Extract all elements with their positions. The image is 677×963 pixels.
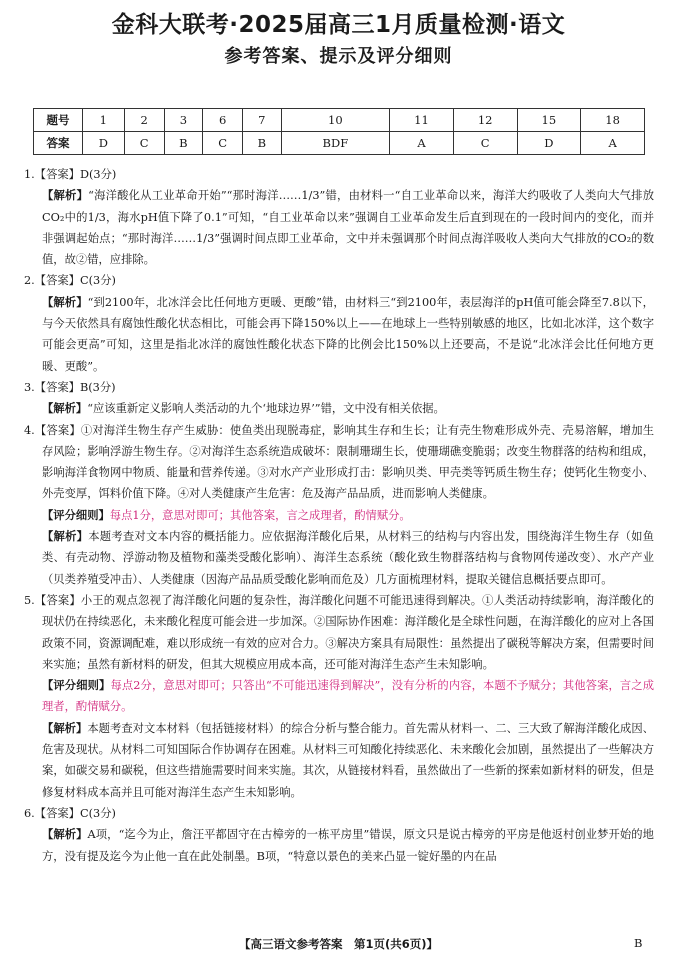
question-number-cell: 10 <box>281 109 390 132</box>
answer-explanations <box>24 164 654 867</box>
answer-cell: C <box>124 132 164 155</box>
answer-cell: D <box>517 132 581 155</box>
answer-heading: 6.【答案】C(3分) <box>24 806 116 820</box>
label-jiexi: 【解析】 <box>42 401 88 416</box>
page-subtitle: 参考答案、提示及评分细则 <box>224 46 453 67</box>
explanation-text: 本题考查对文本内容的概括能力。应依据海洋酸化后果，从材料三的结构与内容出发，围绕海洋生物生存（如鱼类、有壳动物、浮游动物及植物和藻类受酸化影响）、海洋生态系统（酸化致生物群落结构与食物网传递改变）、水产产业（贝类养殖受冲击）、人类健康（因海产品品质受酸化影响而危及）几方面梳理材料，提取关键信息概括要点即可。 <box>42 530 654 586</box>
explanation-paragraph <box>24 398 654 419</box>
explanation-paragraph <box>24 526 654 590</box>
page-footer: 【高三语文参考答案 第1页(共6页)】 <box>238 937 438 951</box>
explanation-paragraph <box>24 185 654 270</box>
answer-cell: A <box>390 132 454 155</box>
answer-cell: C <box>203 132 243 155</box>
label-jiexi: 【解析】 <box>42 827 88 842</box>
answer-table <box>33 108 645 155</box>
label-jiexi: 【解析】 <box>42 529 89 544</box>
question-number-cell: 12 <box>453 109 517 132</box>
answer-heading: 3.【答案】B(3分) <box>24 380 116 394</box>
question-number-cell: 7 <box>243 109 282 132</box>
explanation-text: “应该重新定义影响人类活动的九个‘地球边界’”错，文中没有相关依据。 <box>87 402 445 416</box>
scoring-paragraph <box>24 505 654 526</box>
explanation-text: A项，“迄今为止，詹汪平都固守在古樟旁的一栋平房里”错误，原文只是说古樟旁的平房是他返村创业梦开始的地方，没有提及迄今为止他一直在此处制墨。B项，“特意以景色的美来凸显一锭好墨的内在品 <box>42 828 654 863</box>
answer-cell: B <box>243 132 282 155</box>
scoring-text: 每点2分，意思对即可；只答出“不可能迅速得到解决”，没有分析的内容，本题不予赋分；其他答案，言之成理者，酌情赋分。 <box>42 679 654 714</box>
scoring-text: 每点1分，意思对即可；其他答案，言之成理者，酌情赋分。 <box>109 508 411 522</box>
answer-heading: 1.【答案】D(3分) <box>24 168 117 181</box>
explanation-paragraph <box>24 718 654 803</box>
label-jiexi: 【解析】 <box>42 720 88 735</box>
page-title: 金科大联考·2025届高三1月质量检测·语文 <box>111 12 566 38</box>
answer-heading: 4.【答案】①对海洋生物生存产生威胁：使鱼类出现脱毒症，影响其生存和生长；让有壳生物难形成外壳、壳易溶解，增加生存风险；影响浮游生物生存。②对海洋生态系统造成破坏：限制珊瑚生长，使珊瑚礁变脆弱；改变生物群落的结构和组成，影响海洋食物网中物质、能量和营养传递。③对水产产业形成打击：影响贝类、甲壳类等钙质生物生存；使钙化生物变小、外壳变厚，饵料价值下降。④对人类健康产生危害：危及海产品品质，进而影响人类健康。 <box>24 423 654 501</box>
question-number-cell: 3 <box>164 109 203 132</box>
question-number-cell: 2 <box>124 109 164 132</box>
explanation-paragraph <box>24 292 654 377</box>
question-number-cell: 18 <box>581 109 645 132</box>
question-number-cell: 15 <box>517 109 581 132</box>
row-label-answer: 答案 <box>34 132 83 155</box>
row-label-question: 题号 <box>34 109 83 132</box>
answer-cell: A <box>581 132 645 155</box>
answer-cell: D <box>83 132 125 155</box>
label-pingfen: 【评分细则】 <box>42 507 110 522</box>
paper-version-code: B <box>634 936 643 950</box>
question-number-cell: 11 <box>390 109 454 132</box>
explanation-paragraph <box>24 824 654 867</box>
explanation-text: 本题考查对文本材料（包括链接材料）的综合分析与整合能力。首先需从材料一、二、三大致了解海洋酸化成因、危害及现状。从材料二可知国际合作协调存在困难。从材料三可知酸化持续恶化、未来酸化会加剧，虽然提出了一些解决方案，如碳交易和碳税，但这些措施需要时间来实施。其次，从链接材料看，虽然做出了一些新的探索如新材料的研发，但是修复材料成本高并且可能对海洋生态产生未知影响。 <box>42 721 654 799</box>
scoring-paragraph <box>24 675 654 718</box>
label-jiexi: 【解析】 <box>42 294 88 309</box>
answer-heading: 2.【答案】C(3分) <box>24 274 116 288</box>
question-number-cell: 1 <box>83 109 125 132</box>
label-pingfen: 【评分细则】 <box>42 678 111 693</box>
answer-cell: BDF <box>281 132 390 155</box>
answer-row <box>34 132 645 155</box>
answer-cell: C <box>453 132 517 155</box>
question-number-row <box>34 109 645 132</box>
explanation-text: “到2100年，北冰洋会比任何地方更暖、更酸”错，由材料三“到2100年，表层海洋的pH值可能会降至7.8以下，与今天依然具有腐蚀性酸化状态相比，可能会再下降150%以上——在地球上一些特别敏感的地区，比如北冰洋，这个数字可能会更高”可知，这里是指北冰洋的腐蚀性酸化状态下降的比例会比150%以上还要高，不是说“北冰洋会比任何地方更暖、更酸”。 <box>42 295 654 373</box>
label-jiexi: 【解析】 <box>42 188 89 203</box>
answer-cell: B <box>164 132 203 155</box>
question-number-cell: 6 <box>203 109 243 132</box>
explanation-text: “海洋酸化从工业革命开始”“那时海洋……1/3”错，由材料一“自工业革命以来，海洋大约吸收了人类向大气排放CO₂中的1/3，海水pH值下降了0.1”可知，“自工业革命以来”强调自工业革命发生后直到现在的一段时间内的变化，而并非强调起始点；“那时海洋……1/3”强调时间点即工业革命，文中并未强调那个时间点海洋吸收人类向大气排放的CO₂的数值，故②错，应排除。 <box>42 189 654 267</box>
answer-heading: 5.【答案】小王的观点忽视了海洋酸化问题的复杂性，海洋酸化问题不可能迅速得到解决。①人类活动持续影响，海洋酸化的现状仍在持续恶化，未来酸化程度可能会进一步加深。②国际协作困难：海洋酸化是全球性问题，在海洋酸化的应对上各国政策不同，资源调配难，难以形成统一有效的应对合力。③解决方案具有局限性：虽然提出了碳税等解决方案，但需要时间来实施；虽然有新材料的研发，但其大规模应用成本高，还可能对海洋生态产生未知影响。 <box>24 593 654 671</box>
